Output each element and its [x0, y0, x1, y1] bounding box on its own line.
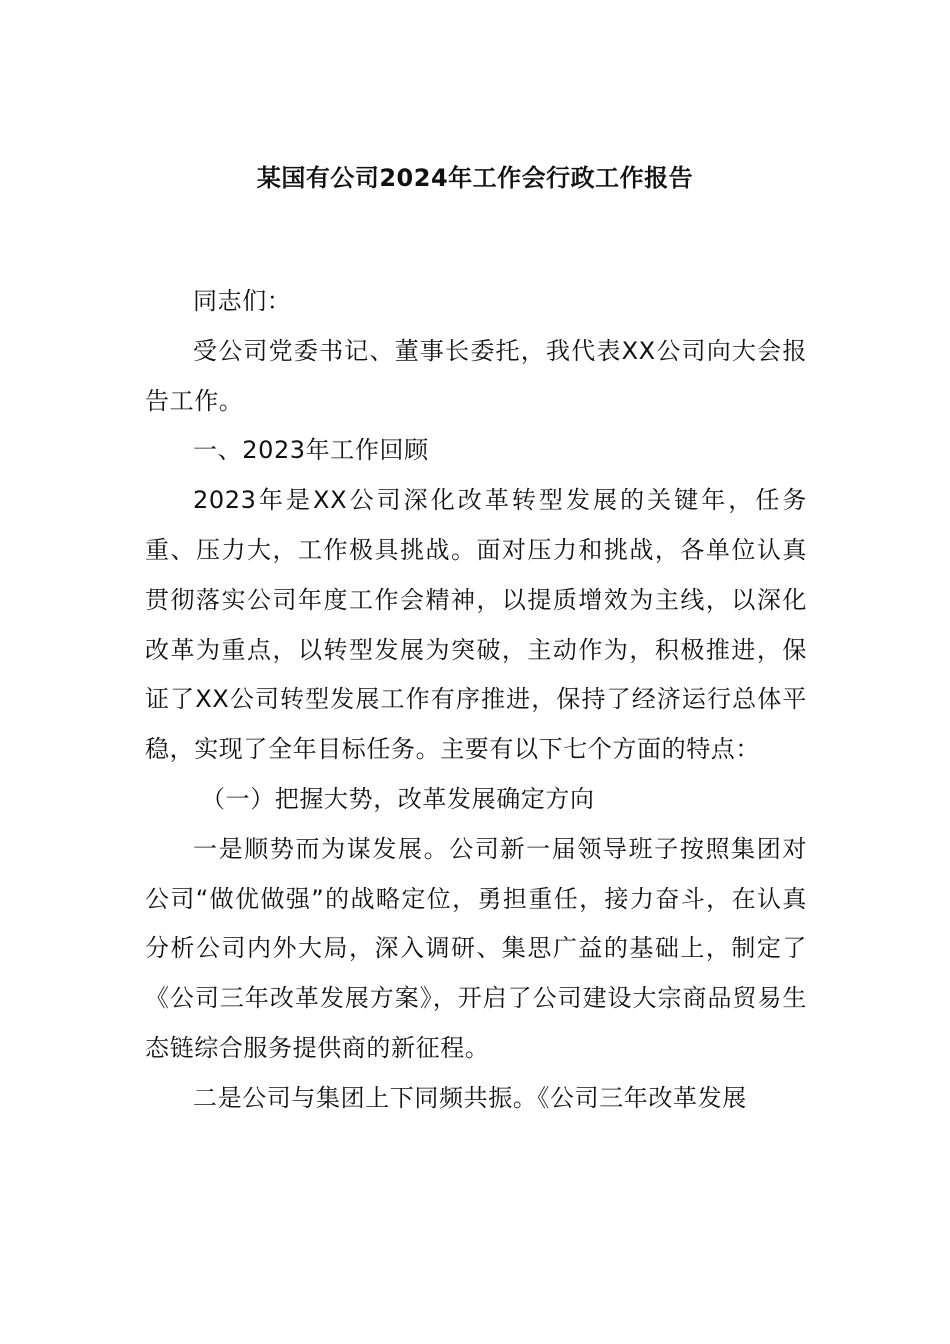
- paragraph: 二是公司与集团上下同频共振。《公司三年改革发展: [193, 1083, 747, 1112]
- salutation: 同志们：: [193, 287, 292, 315]
- subsection-heading: （一）把握大势，改革发展确定方向: [201, 784, 595, 813]
- section-heading: 一、2023年工作回顾: [193, 436, 429, 465]
- paragraph: 一是顺势而为谋发展。公司新一届领导班子按照集团对公司“做优做强”的战略定位，勇担重任，接力奋斗，在认真分析公司内外大局，深入调研、集思广益的基础上，制定了《公司三年改革发展方案》，开启了公司建设大宗商品贸易生态链综合服务提供商的新征程。: [145, 834, 807, 1062]
- document-title: 某国有公司2024年工作会行政工作报告: [256, 164, 694, 192]
- paragraph: 受公司党委书记、董事长委托，我代表XX公司向大会报告工作。: [145, 336, 807, 415]
- paragraph: 2023年是XX公司深化改革转型发展的关键年，任务重、压力大，工作极具挑战。面对压力和挑战，各单位认真贯彻落实公司年度工作会精神，以提质增效为主线，以深化改革为重点，以转型发展为突破，主动作为，积极推进，保证了XX公司转型发展工作有序推进，保持了经济运行总体平稳，实现了全年目标任务。主要有以下七个方面的特点：: [145, 486, 807, 764]
- document-body: [145, 277, 807, 1124]
